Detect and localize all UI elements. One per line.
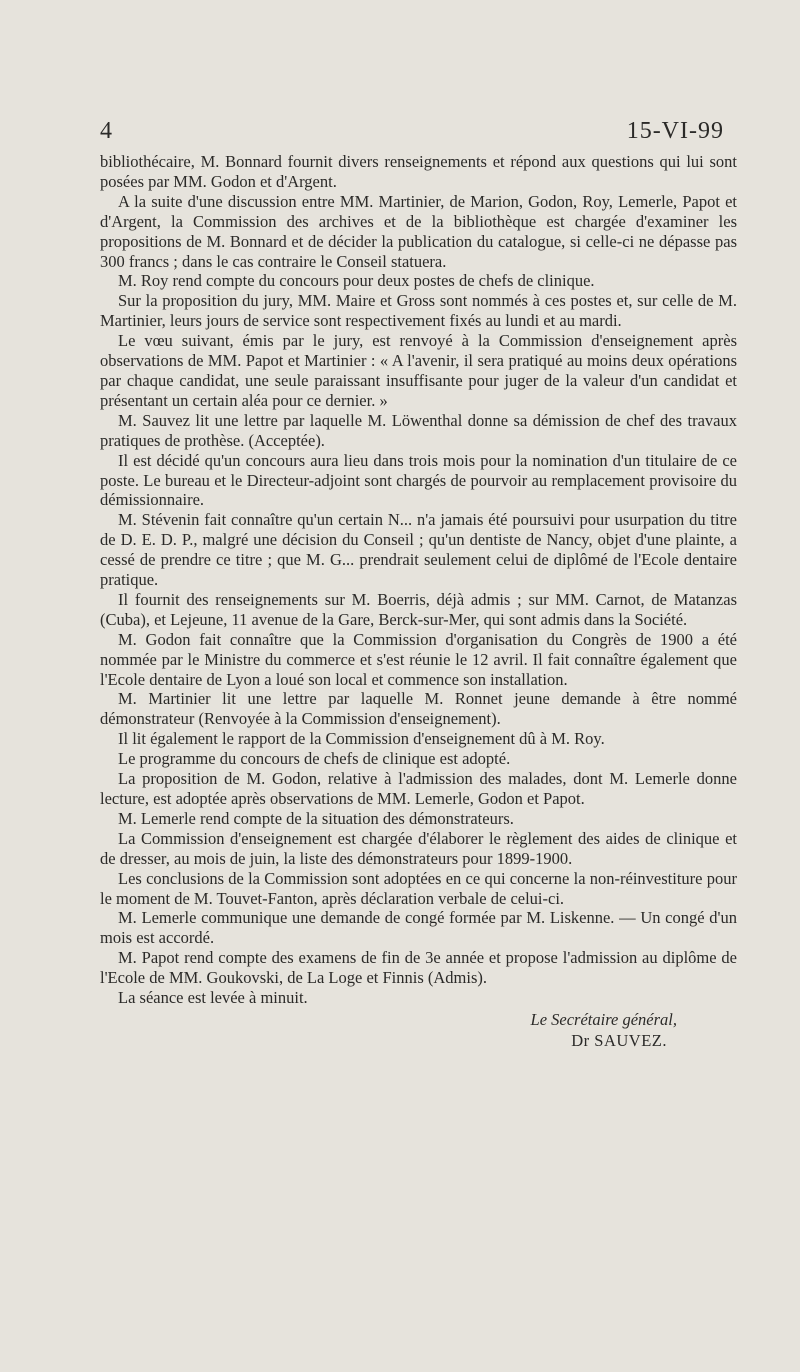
paragraph: M. Lemerle communique une demande de congé formée par M. Liskenne. — Un congé d'un mois est accordé. (100, 908, 737, 948)
paragraph: M. Roy rend compte du concours pour deux postes de chefs de clinique. (118, 271, 595, 291)
paragraph: Il est décidé qu'un concours aura lieu dans trois mois pour la nomination d'un titulaire de ce poste. Le bureau et le Directeur-adjoint sont chargés de pourvoir au remplacement provisoire du démissionnaire. (100, 450, 737, 510)
paragraph: La séance est levée à minuit. (118, 988, 308, 1008)
paragraph: Les conclusions de la Commission sont adoptées en ce qui concerne la non-réinvestiture pour le moment de M. Touvet-Fanton, après déclaration verbale de celui-ci. (100, 868, 737, 908)
session-date: 15-VI-99 (626, 118, 724, 144)
paragraph: Il fournit des renseignements sur M. Boerris, déjà admis ; sur MM. Carnot, de Matanzas (Cuba), et Lejeune, 11 avenue de la Gare, Berck-sur-Mer, qui sont admis dans la Société. (100, 589, 737, 629)
paragraph: M. Papot rend compte des examens de fin de 3e année et propose l'admission au diplôme de l'Ecole de MM. Goukovski, de La Loge et Finnis (Admis). (100, 948, 737, 988)
paragraph: Le vœu suivant, émis par le jury, est renvoyé à la Commission d'enseignement après observations de MM. Papot et Martinier : « A l'avenir, il sera pratiqué au moins deux opérations par chaque candidat, une seule paraissant insuffisante pour juger de la valeur d'un candidat et présentant un certain aléa pour ce dernier. » (100, 331, 737, 410)
paragraph: M. Godon fait connaître que la Commission d'organisation du Congrès de 1900 a été nommée par le Ministre du commerce et s'est réunie le 12 avril. Il fait connaître également que l'Ecole dentaire de Lyon a loué son local et commence son installation. (100, 629, 737, 689)
signatory-title: Le Secrétaire général, (530, 1009, 677, 1029)
page-number: 4 (100, 118, 112, 144)
signatory-name: Dr SAUVEZ. (571, 1030, 667, 1050)
paragraph: Il lit également le rapport de la Commission d'enseignement dû à M. Roy. (118, 729, 605, 749)
paragraph: Sur la proposition du jury, MM. Maire et Gross sont nommés à ces postes et, sur celle de M. Martinier, leurs jours de service sont respectivement fixés au lundi et au mardi. (100, 291, 737, 331)
signature-block (100, 1010, 737, 1051)
paragraph: M. Stévenin fait connaître qu'un certain N... n'a jamais été poursuivi pour usurpation du titre de D. E. D. P., malgré une décision du Conseil ; qu'un dentiste de Nancy, objet d'une plainte, a cessé de prendre ce titre ; que M. G... prendrait seulement celui de diplômé de l'Ecole dentaire pratique. (100, 510, 737, 590)
page-header (100, 118, 724, 148)
paragraph: A la suite d'une discussion entre MM. Martinier, de Marion, Godon, Roy, Lemerle, Papot et d'Argent, la Commission des archives et de la bibliothèque est chargée d'examiner les propositions de M. Bonnard et de décider la publication du catalogue, si celle-ci ne dépasse pas 300 francs ; dans le cas contraire le Conseil statuera. (100, 191, 737, 271)
paragraph: M. Lemerle rend compte de la situation des démonstrateurs. (118, 808, 514, 828)
paragraph: Le programme du concours de chefs de clinique est adopté. (118, 749, 511, 769)
minutes-body (100, 152, 737, 1051)
paragraph: M. Sauvez lit une lettre par laquelle M. Löwenthal donne sa démission de chef des travaux pratiques de prothèse. (Acceptée). (100, 410, 737, 450)
paragraph: La proposition de M. Godon, relative à l'admission des malades, dont M. Lemerle donne lecture, est adoptée après observations de MM. Lemerle, Godon et Papot. (100, 769, 737, 808)
paragraph: bibliothécaire, M. Bonnard fournit divers renseignements et répond aux questions qui lui sont posées par MM. Godon et d'Argent. (100, 152, 737, 191)
paragraph: La Commission d'enseignement est chargée d'élaborer le règlement des aides de clinique et de dresser, au mois de juin, la liste des démonstrateurs pour 1899-1900. (100, 828, 737, 868)
paragraph: M. Martinier lit une lettre par laquelle M. Ronnet jeune demande à être nommé démonstrateur (Renvoyée à la Commission d'enseignement). (100, 689, 737, 729)
